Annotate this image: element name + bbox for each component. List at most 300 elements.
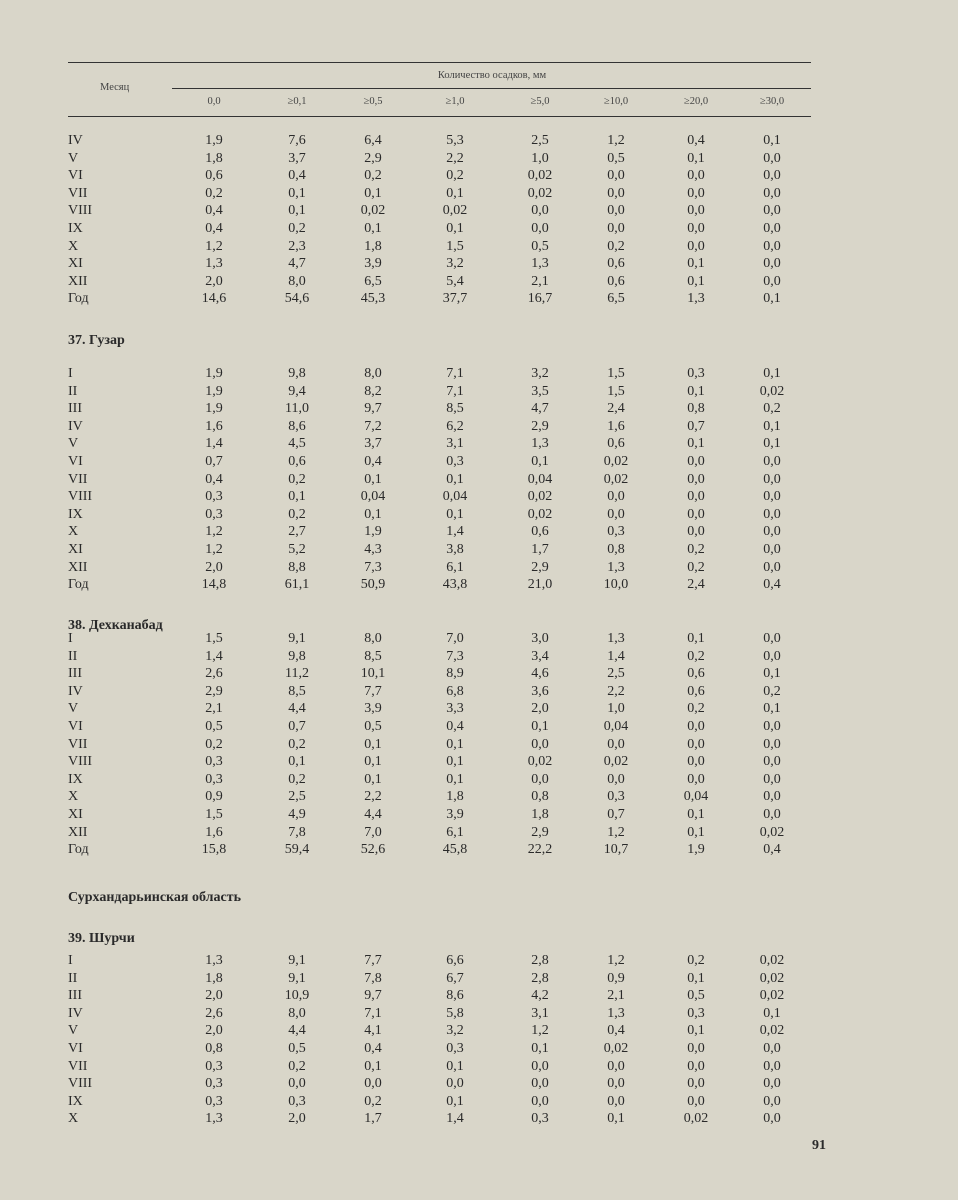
month-cell: II — [68, 383, 78, 399]
value-cell: 0,0 — [763, 150, 781, 166]
value-cell: 0,0 — [763, 718, 781, 734]
month-cell: IX — [68, 1093, 83, 1109]
value-cell: 0,2 — [288, 471, 306, 487]
value-cell: 0,2 — [364, 168, 382, 184]
month-cell: XI — [68, 806, 83, 822]
value-cell: 2,9 — [531, 418, 549, 434]
value-cell: 1,2 — [205, 541, 223, 557]
value-cell: 0,8 — [205, 1040, 223, 1056]
value-cell: 0,4 — [288, 168, 306, 184]
value-cell: 9,1 — [288, 631, 306, 646]
value-cell: 0,1 — [687, 436, 705, 452]
value-cell: 1,3 — [205, 953, 223, 968]
value-cell: 0,0 — [763, 256, 781, 272]
value-cell: 5,8 — [446, 1005, 464, 1021]
value-cell: 0,5 — [687, 988, 705, 1004]
value-cell: 10,0 — [603, 577, 629, 593]
value-cell: 1,2 — [607, 133, 625, 148]
value-cell: 7,7 — [364, 683, 382, 699]
value-cell: 2,9 — [531, 559, 549, 575]
value-cell: 0,02 — [759, 383, 785, 399]
value-cell: 2,9 — [364, 150, 382, 166]
value-cell: 0,0 — [687, 168, 705, 184]
month-cell: XI — [68, 256, 83, 272]
value-cell: 2,4 — [687, 577, 705, 593]
value-cell: 0,1 — [288, 489, 306, 505]
month-cell: IV — [68, 418, 83, 434]
value-cell: 0,1 — [763, 133, 781, 148]
table-row — [0, 718, 958, 736]
value-cell: 0,9 — [607, 970, 625, 986]
value-cell: 0,7 — [607, 806, 625, 822]
month-cell: II — [68, 970, 78, 986]
month-cell: V — [68, 436, 79, 452]
value-cell: 0,2 — [205, 185, 223, 201]
value-cell: 0,0 — [763, 273, 781, 289]
value-cell: 0,04 — [442, 489, 468, 505]
value-cell: 1,0 — [531, 150, 549, 166]
value-cell: 0,8 — [531, 789, 549, 805]
value-cell: 2,6 — [205, 666, 223, 682]
value-cell: 1,3 — [531, 436, 549, 452]
value-cell: 7,0 — [446, 631, 464, 646]
value-cell: 0,0 — [607, 168, 625, 184]
value-cell: 0,2 — [288, 220, 306, 236]
value-cell: 1,4 — [205, 648, 223, 664]
value-cell: 9,4 — [288, 383, 306, 399]
value-cell: 0,0 — [763, 1111, 781, 1127]
value-cell: 0,1 — [364, 506, 382, 522]
header-sub-rule — [172, 88, 811, 89]
value-cell: 0,0 — [446, 1076, 464, 1092]
value-cell: 6,5 — [364, 273, 382, 289]
value-cell: 4,6 — [531, 666, 549, 682]
value-cell: 1,8 — [205, 150, 223, 166]
value-cell: 4,1 — [364, 1023, 382, 1039]
value-cell: 7,3 — [446, 648, 464, 664]
table-row — [0, 523, 958, 541]
value-cell: 4,5 — [288, 436, 306, 452]
table-row — [0, 202, 958, 220]
value-cell: 0,0 — [687, 1093, 705, 1109]
value-cell: 0,0 — [687, 754, 705, 770]
value-cell: 4,7 — [288, 256, 306, 272]
value-cell: 1,6 — [205, 824, 223, 840]
value-cell: 0,3 — [288, 1093, 306, 1109]
value-cell: 0,3 — [205, 771, 223, 787]
value-cell: 0,4 — [763, 842, 781, 858]
month-cell: XII — [68, 824, 88, 840]
value-cell: 0,0 — [687, 471, 705, 487]
value-cell: 0,2 — [687, 701, 705, 717]
value-cell: 6,6 — [446, 953, 464, 968]
value-cell: 0,1 — [687, 631, 705, 646]
page-number: 91 — [812, 1138, 826, 1153]
value-cell: 1,9 — [364, 524, 382, 540]
value-cell: 0,1 — [763, 701, 781, 717]
value-cell: 0,5 — [205, 718, 223, 734]
month-cell: X — [68, 524, 79, 540]
value-cell: 0,3 — [205, 1058, 223, 1074]
value-cell: 0,2 — [607, 238, 625, 254]
value-cell: 0,0 — [607, 1076, 625, 1092]
threshold-header: ≥0,5 — [363, 96, 383, 107]
value-cell: 0,02 — [759, 988, 785, 1004]
value-cell: 5,2 — [288, 541, 306, 557]
table-row — [0, 700, 958, 718]
value-cell: 8,6 — [288, 418, 306, 434]
value-cell: 2,1 — [531, 273, 549, 289]
value-cell: 16,7 — [527, 291, 553, 307]
value-cell: 0,1 — [446, 506, 464, 522]
value-cell: 2,5 — [531, 133, 549, 148]
month-cell: XII — [68, 273, 88, 289]
value-cell: 4,3 — [364, 541, 382, 557]
value-cell: 3,9 — [364, 701, 382, 717]
value-cell: 0,1 — [687, 256, 705, 272]
month-cell: V — [68, 150, 79, 166]
value-cell: 0,0 — [687, 1040, 705, 1056]
value-cell: 0,5 — [531, 238, 549, 254]
table-row — [0, 400, 958, 418]
value-cell: 0,3 — [607, 524, 625, 540]
value-cell: 2,9 — [205, 683, 223, 699]
value-cell: 3,8 — [446, 541, 464, 557]
value-cell: 0,4 — [364, 1040, 382, 1056]
value-cell: 3,2 — [446, 1023, 464, 1039]
value-cell: 8,5 — [446, 401, 464, 417]
value-cell: 50,9 — [360, 577, 386, 593]
value-cell: 0,0 — [763, 220, 781, 236]
value-cell: 11,2 — [285, 666, 309, 682]
month-cell: IV — [68, 683, 83, 699]
value-cell: 0,2 — [364, 1093, 382, 1109]
month-cell: VIII — [68, 203, 93, 219]
value-cell: 1,0 — [607, 701, 625, 717]
value-cell: 0,8 — [607, 541, 625, 557]
month-cell: IX — [68, 220, 83, 236]
value-cell: 0,0 — [763, 1093, 781, 1109]
month-cell: VIII — [68, 1076, 93, 1092]
value-cell: 0,1 — [531, 1040, 549, 1056]
value-cell: 3,5 — [531, 383, 549, 399]
value-cell: 3,2 — [531, 366, 549, 381]
value-cell: 1,9 — [205, 133, 223, 148]
value-cell: 0,02 — [527, 754, 553, 770]
value-cell: 0,2 — [288, 1058, 306, 1074]
value-cell: 3,9 — [446, 806, 464, 822]
value-cell: 7,7 — [364, 953, 382, 968]
value-cell: 0,04 — [527, 471, 553, 487]
table-row — [0, 471, 958, 489]
value-cell: 1,2 — [531, 1023, 549, 1039]
value-cell: 0,1 — [687, 806, 705, 822]
month-cell: III — [68, 401, 82, 417]
value-cell: 0,02 — [759, 1023, 785, 1039]
value-cell: 0,0 — [763, 1040, 781, 1056]
value-cell: 0,0 — [687, 771, 705, 787]
month-cell: X — [68, 1111, 79, 1127]
month-cell: X — [68, 238, 79, 254]
value-cell: 0,1 — [446, 1093, 464, 1109]
value-cell: 59,4 — [284, 842, 310, 858]
month-column-header: Месяц — [100, 82, 130, 93]
table-row — [0, 435, 958, 453]
value-cell: 0,0 — [687, 203, 705, 219]
table-row — [0, 255, 958, 273]
value-cell: 0,02 — [759, 824, 785, 840]
value-cell: 9,1 — [288, 953, 306, 968]
threshold-header: ≥5,0 — [530, 96, 550, 107]
value-cell: 0,4 — [205, 220, 223, 236]
value-cell: 0,02 — [360, 203, 386, 219]
value-cell: 0,02 — [603, 471, 629, 487]
value-cell: 2,5 — [607, 666, 625, 682]
value-cell: 0,1 — [763, 666, 781, 682]
value-cell: 1,4 — [446, 1111, 464, 1127]
value-cell: 6,7 — [446, 970, 464, 986]
month-cell: Год — [68, 291, 89, 307]
month-cell: I — [68, 631, 73, 646]
value-cell: 0,0 — [607, 771, 625, 787]
value-cell: 0,6 — [205, 168, 223, 184]
value-cell: 1,8 — [364, 238, 382, 254]
value-cell: 0,3 — [531, 1111, 549, 1127]
value-cell: 2,5 — [288, 789, 306, 805]
value-cell: 0,0 — [763, 524, 781, 540]
value-cell: 0,2 — [763, 401, 781, 417]
value-cell: 0,0 — [607, 506, 625, 522]
value-cell: 0,1 — [446, 471, 464, 487]
value-cell: 6,5 — [607, 291, 625, 307]
value-cell: 0,3 — [205, 489, 223, 505]
value-cell: 1,2 — [607, 824, 625, 840]
month-cell: IX — [68, 771, 83, 787]
value-cell: 0,0 — [763, 203, 781, 219]
value-cell: 0,1 — [687, 970, 705, 986]
value-cell: 0,0 — [763, 541, 781, 557]
month-cell: VI — [68, 718, 83, 734]
value-cell: 1,5 — [205, 631, 223, 646]
value-cell: 3,1 — [531, 1005, 549, 1021]
value-cell: 0,1 — [446, 1058, 464, 1074]
month-cell: V — [68, 701, 79, 717]
value-cell: 0,4 — [364, 453, 382, 469]
value-cell: 0,1 — [446, 220, 464, 236]
value-cell: 1,3 — [607, 559, 625, 575]
value-cell: 0,0 — [763, 506, 781, 522]
value-cell: 2,1 — [607, 988, 625, 1004]
table-row — [0, 987, 958, 1005]
value-cell: 0,0 — [607, 489, 625, 505]
table-row — [0, 1005, 958, 1023]
value-cell: 0,1 — [763, 1005, 781, 1021]
value-cell: 7,3 — [364, 559, 382, 575]
value-cell: 5,3 — [446, 133, 464, 148]
value-cell: 0,02 — [527, 185, 553, 201]
station-block — [0, 952, 958, 1128]
value-cell: 7,0 — [364, 824, 382, 840]
value-cell: 0,6 — [687, 666, 705, 682]
value-cell: 0,0 — [607, 203, 625, 219]
month-cell: VI — [68, 1040, 83, 1056]
table-row — [0, 683, 958, 701]
value-cell: 3,9 — [364, 256, 382, 272]
value-cell: 0,0 — [607, 220, 625, 236]
value-cell: 10,7 — [603, 842, 629, 858]
value-cell: 0,0 — [763, 771, 781, 787]
value-cell: 1,5 — [205, 806, 223, 822]
value-cell: 2,0 — [531, 701, 549, 717]
value-cell: 0,04 — [683, 789, 709, 805]
value-cell: 0,1 — [531, 453, 549, 469]
value-cell: 0,4 — [446, 718, 464, 734]
value-cell: 0,02 — [527, 489, 553, 505]
value-cell: 45,8 — [442, 842, 468, 858]
value-cell: 1,3 — [607, 631, 625, 646]
value-cell: 0,1 — [288, 185, 306, 201]
value-cell: 4,4 — [288, 701, 306, 717]
value-cell: 0,6 — [288, 453, 306, 469]
value-cell: 0,0 — [687, 736, 705, 752]
value-cell: 0,4 — [607, 1023, 625, 1039]
value-cell: 0,2 — [763, 683, 781, 699]
value-cell: 4,7 — [531, 401, 549, 417]
value-cell: 3,7 — [288, 150, 306, 166]
station-block — [0, 132, 958, 308]
value-cell: 0,02 — [603, 453, 629, 469]
value-cell: 8,0 — [364, 631, 382, 646]
station-block — [0, 365, 958, 594]
value-cell: 4,4 — [364, 806, 382, 822]
value-cell: 0,2 — [288, 506, 306, 522]
value-cell: 0,02 — [442, 203, 468, 219]
value-cell: 0,1 — [531, 718, 549, 734]
value-cell: 0,0 — [687, 453, 705, 469]
value-cell: 2,8 — [531, 953, 549, 968]
table-row — [0, 952, 958, 970]
value-cell: 0,0 — [288, 1076, 306, 1092]
value-cell: 0,3 — [446, 1040, 464, 1056]
value-cell: 37,7 — [442, 291, 468, 307]
value-cell: 1,4 — [205, 436, 223, 452]
value-cell: 2,3 — [288, 238, 306, 254]
month-cell: VI — [68, 453, 83, 469]
value-cell: 0,0 — [687, 185, 705, 201]
value-cell: 6,1 — [446, 824, 464, 840]
value-cell: 0,0 — [687, 1076, 705, 1092]
value-cell: 0,0 — [763, 648, 781, 664]
value-cell: 9,7 — [364, 401, 382, 417]
value-cell: 0,2 — [687, 559, 705, 575]
value-cell: 0,0 — [687, 220, 705, 236]
table-row — [0, 488, 958, 506]
value-cell: 0,0 — [763, 1058, 781, 1074]
value-cell: 0,5 — [364, 718, 382, 734]
value-cell: 8,5 — [288, 683, 306, 699]
value-cell: 0,0 — [607, 1058, 625, 1074]
month-cell: IV — [68, 133, 83, 148]
value-cell: 3,0 — [531, 631, 549, 646]
value-cell: 0,3 — [607, 789, 625, 805]
value-cell: 1,7 — [364, 1111, 382, 1127]
table-row — [0, 753, 958, 771]
month-cell: XI — [68, 541, 83, 557]
value-cell: 14,8 — [201, 577, 227, 593]
value-cell: 1,8 — [531, 806, 549, 822]
region-title: Сурхандарьинская область — [68, 890, 241, 905]
value-cell: 0,0 — [531, 203, 549, 219]
value-cell: 2,2 — [607, 683, 625, 699]
value-cell: 0,02 — [683, 1111, 709, 1127]
value-cell: 0,6 — [687, 683, 705, 699]
value-cell: 0,0 — [531, 1076, 549, 1092]
value-cell: 0,1 — [364, 1058, 382, 1074]
value-cell: 0,02 — [527, 168, 553, 184]
value-cell: 0,9 — [205, 789, 223, 805]
value-cell: 8,5 — [364, 648, 382, 664]
value-cell: 7,6 — [288, 133, 306, 148]
table-row — [0, 665, 958, 683]
value-cell: 0,0 — [687, 238, 705, 254]
month-cell: VII — [68, 471, 88, 487]
month-cell: III — [68, 988, 82, 1004]
value-cell: 0,1 — [288, 203, 306, 219]
value-cell: 3,2 — [446, 256, 464, 272]
table-row — [0, 1022, 958, 1040]
value-cell: 0,04 — [360, 489, 386, 505]
value-cell: 7,1 — [364, 1005, 382, 1021]
value-cell: 0,3 — [446, 453, 464, 469]
value-cell: 7,1 — [446, 366, 464, 381]
value-cell: 1,9 — [205, 401, 223, 417]
value-cell: 0,1 — [446, 736, 464, 752]
value-cell: 0,7 — [288, 718, 306, 734]
value-cell: 3,3 — [446, 701, 464, 717]
value-cell: 1,7 — [531, 541, 549, 557]
value-cell: 0,4 — [687, 133, 705, 148]
value-cell: 0,0 — [763, 789, 781, 805]
value-cell: 0,3 — [205, 754, 223, 770]
value-cell: 0,1 — [364, 736, 382, 752]
value-cell: 0,02 — [603, 1040, 629, 1056]
value-cell: 0,3 — [687, 1005, 705, 1021]
month-cell: I — [68, 953, 73, 968]
value-cell: 0,1 — [763, 291, 781, 307]
value-cell: 1,9 — [687, 842, 705, 858]
value-cell: 0,0 — [763, 631, 781, 646]
value-cell: 3,1 — [446, 436, 464, 452]
value-cell: 1,2 — [205, 238, 223, 254]
month-cell: Год — [68, 577, 89, 593]
value-cell: 0,1 — [687, 824, 705, 840]
value-cell: 0,0 — [531, 771, 549, 787]
precipitation-group-header: Количество осадков, мм — [437, 70, 547, 81]
table-row — [0, 365, 958, 383]
value-cell: 9,1 — [288, 970, 306, 986]
table-row — [0, 1058, 958, 1076]
value-cell: 1,2 — [205, 524, 223, 540]
value-cell: 9,7 — [364, 988, 382, 1004]
table-row — [0, 132, 958, 150]
value-cell: 8,0 — [288, 1005, 306, 1021]
value-cell: 0,0 — [763, 489, 781, 505]
value-cell: 0,0 — [607, 185, 625, 201]
value-cell: 1,3 — [205, 1111, 223, 1127]
month-cell: III — [68, 666, 82, 682]
table-row — [0, 185, 958, 203]
table-row — [0, 383, 958, 401]
